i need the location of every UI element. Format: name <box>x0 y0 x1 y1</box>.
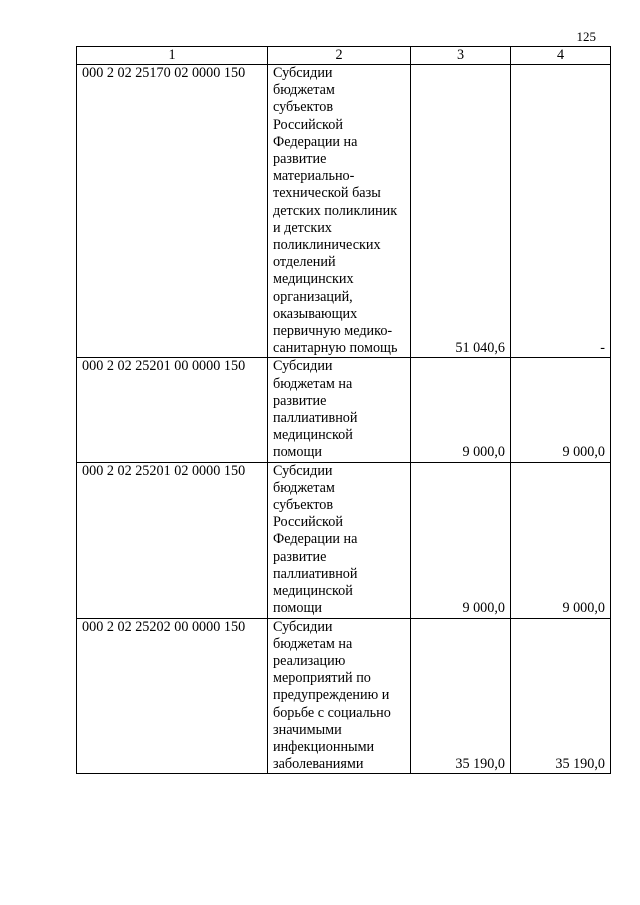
description-line: значимыми <box>273 721 342 738</box>
amount-col-4: 35 190,0 <box>511 618 611 774</box>
description-line: Федерации на <box>273 133 358 150</box>
description-line: Субсидии <box>273 618 333 635</box>
description-line: санитарную помощь <box>273 340 398 357</box>
description-line: Российской <box>273 116 343 133</box>
description-line: медицинской <box>273 583 353 600</box>
amount-col-3: 9 000,0 <box>411 462 511 618</box>
table-body <box>77 65 611 774</box>
description-line: первичную медико- <box>273 323 393 340</box>
description-line: развитие <box>273 548 327 565</box>
header-col-4: 4 <box>511 47 611 65</box>
description-line: реализацию <box>273 652 346 669</box>
description-line: помощи <box>273 444 323 461</box>
budget-table <box>76 46 611 774</box>
description-line: и детских <box>273 219 332 236</box>
description-line: медицинской <box>273 427 353 444</box>
table-header-row <box>77 47 611 65</box>
table-row <box>77 462 611 618</box>
header-col-2: 2 <box>268 47 411 65</box>
description-line: медицинских <box>273 271 354 288</box>
item-description <box>268 462 411 618</box>
description-line: паллиативной <box>273 410 358 427</box>
description-line: отделений <box>273 254 336 271</box>
budget-code: 000 2 02 25170 02 0000 150 <box>77 65 268 358</box>
budget-code: 000 2 02 25201 00 0000 150 <box>77 358 268 462</box>
header-col-3: 3 <box>411 47 511 65</box>
description-line: организаций, <box>273 288 353 305</box>
budget-code: 000 2 02 25201 02 0000 150 <box>77 462 268 618</box>
description-line: мероприятий по <box>273 670 371 687</box>
description-line: развитие <box>273 392 327 409</box>
amount-col-3: 35 190,0 <box>411 618 511 774</box>
description-line: заболеваниями <box>273 756 364 773</box>
description-line: бюджетам <box>273 479 335 496</box>
table-row <box>77 358 611 462</box>
amount-col-4: - <box>511 65 611 358</box>
table-row <box>77 618 611 774</box>
amount-col-4: 9 000,0 <box>511 462 611 618</box>
item-description <box>268 65 411 358</box>
description-line: инфекционными <box>273 738 375 755</box>
description-line: Федерации на <box>273 531 358 548</box>
description-line: Субсидии <box>273 358 333 375</box>
item-description <box>268 618 411 774</box>
description-line: паллиативной <box>273 565 358 582</box>
page-number: 125 <box>576 29 596 44</box>
amount-col-3: 9 000,0 <box>411 358 511 462</box>
description-line: бюджетам на <box>273 635 353 652</box>
description-line: оказывающих <box>273 305 358 322</box>
description-line: технической базы <box>273 185 381 202</box>
table-row <box>77 65 611 358</box>
description-line: поликлинических <box>273 237 381 254</box>
description-line: развитие <box>273 151 327 168</box>
description-line: детских поликлиник <box>273 202 398 219</box>
description-line: Субсидии <box>273 65 333 81</box>
description-line: субъектов <box>273 497 334 514</box>
budget-code: 000 2 02 25202 00 0000 150 <box>77 618 268 774</box>
description-line: предупреждению и <box>273 687 390 704</box>
header-col-1: 1 <box>77 47 268 65</box>
description-line: материально- <box>273 168 355 185</box>
description-line: бюджетам на <box>273 375 353 392</box>
description-line: помощи <box>273 600 323 617</box>
description-line: субъектов <box>273 99 334 116</box>
item-description <box>268 358 411 462</box>
description-line: Субсидии <box>273 462 333 479</box>
description-line: борьбе с социально <box>273 704 391 721</box>
amount-col-4: 9 000,0 <box>511 358 611 462</box>
amount-col-3: 51 040,6 <box>411 65 511 358</box>
description-line: Российской <box>273 514 343 531</box>
description-line: бюджетам <box>273 82 335 99</box>
